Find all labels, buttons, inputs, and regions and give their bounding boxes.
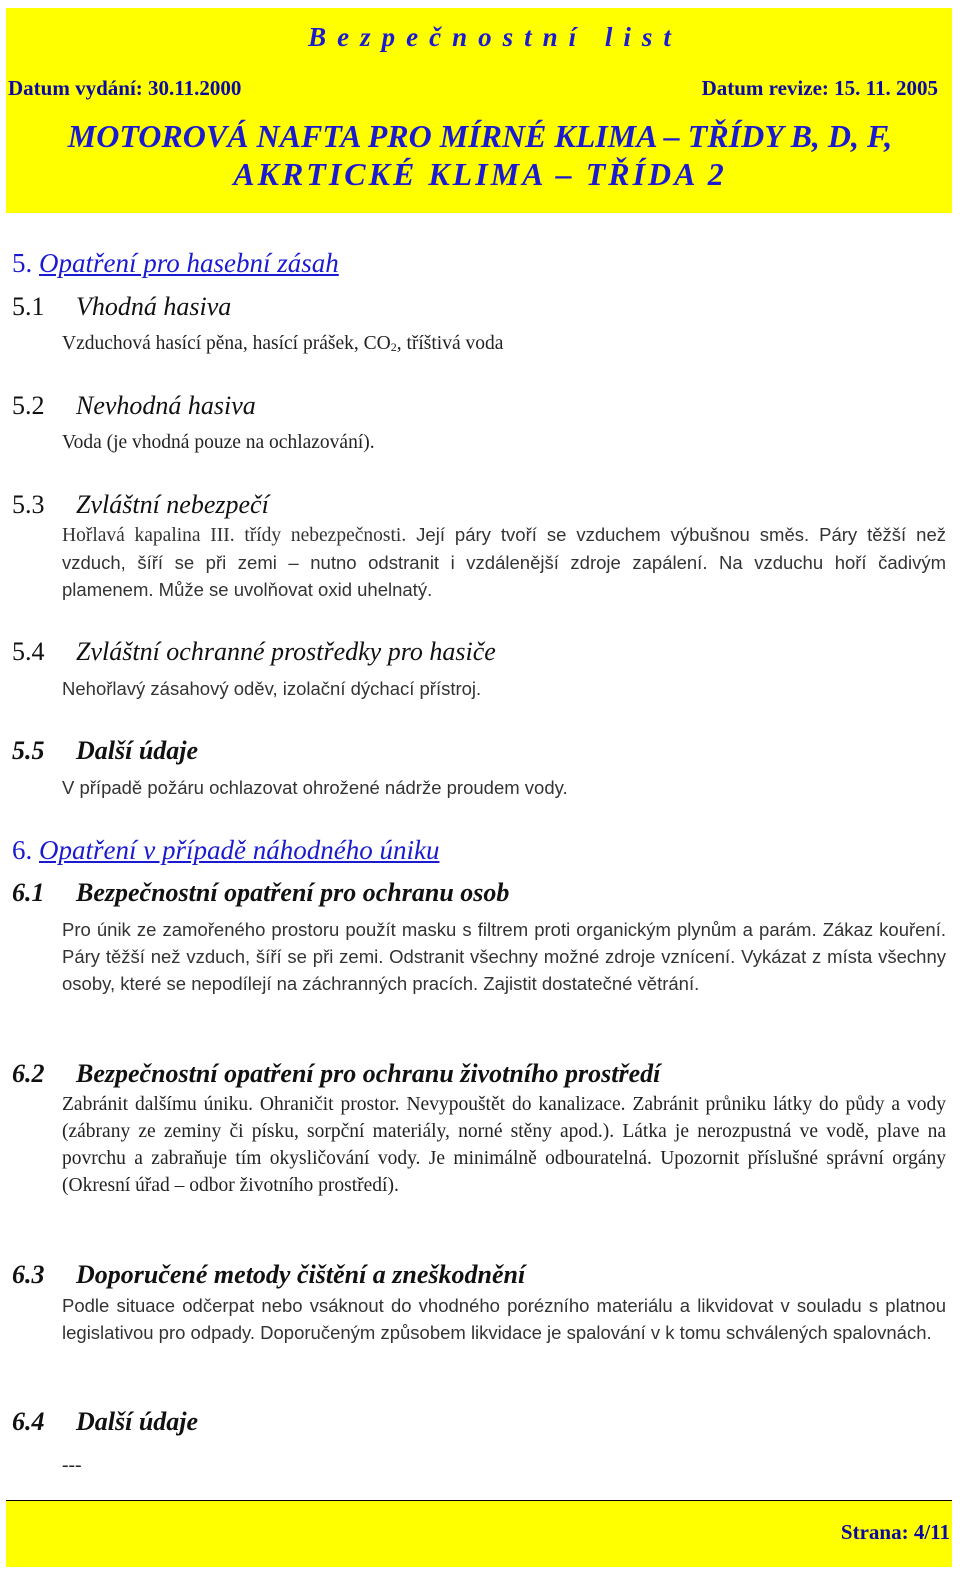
product-name-line1: MOTOROVÁ NAFTA PRO MÍRNÉ KLIMA – TŘÍDY B, D, F, — [67, 118, 893, 154]
section-6-3-heading: 6.3 Doporučené metody čištění a zneškodnění — [12, 1260, 526, 1289]
section-5-heading: 5. Opatření pro hasební zásah — [12, 248, 339, 278]
section-5-4-text: Nehořlavý zásahový oděv, izolační dýchací přístroj. — [62, 678, 482, 699]
section-5-2-heading: 5.2 Nevhodná hasiva — [12, 391, 256, 420]
section-6-2-text: Zabránit dalšímu úniku. Ohraničit prostor. Nevypouštět do kanalizace. Zabránit průniku látky do půdy a vody (zábrany ze zeminy či písku, sorpční materiály, norné stěny apod.). Látka je nerozpustná ve vodě, plave na povrchu a zabraňuje tím okysličování vody. Je minimálně odbouratelná. Upozornit příslušné správní orgány (Okresní úřad – odbor životního prostředí). — [62, 1094, 946, 1196]
section-5-5-heading: 5.5 Další údaje — [12, 736, 199, 765]
section-5-4-heading: 5.4 Zvláštní ochranné prostředky pro hasiče — [12, 637, 496, 666]
section-6-4-text: --- — [62, 1455, 82, 1476]
section-6-4-heading: 6.4 Další údaje — [12, 1407, 199, 1436]
section-5-2-text: Voda (je vhodná pouze na ochlazování). — [62, 432, 375, 453]
section-5-3-heading: 5.3 Zvláštní nebezpečí — [12, 490, 269, 519]
footer-band — [6, 1500, 952, 1567]
issue-date: Datum vydání: 30.11.2000 — [8, 76, 242, 100]
section-6-3-text: Podle situace odčerpat nebo vsáknout do vhodného porézního materiálu a likvidovat v souladu s platnou legislativou pro odpady. Doporučeným způsobem likvidace je spalování v k tomu schválených spalovnách. — [62, 1295, 946, 1343]
section-5-title: Opatření pro hasební zásah — [39, 248, 339, 278]
section-6-heading: 6. Opatření v případě náhodného úniku — [12, 835, 440, 865]
page-number: Strana: 4/11 — [840, 1520, 950, 1544]
section-6-1-heading: 6.1 Bezpečnostní opatření pro ochranu osob — [12, 878, 510, 907]
product-name-line2: AKRTICKÉ KLIMA – TŘÍDA 2 — [233, 156, 727, 192]
section-5-3-text: Hořlavá kapalina III. třídy nebezpečnosti. Její páry tvoří se vzduchem výbušnou směs. Páry těžší než vzduch, šíří se při zemi – nutno odstranit i vzdálenější zdroje zapálení. Na vzduchu hoří čadivým plamenem. Může se uvolňovat oxid uhelnatý. — [62, 524, 946, 600]
section-6-1-text: Pro únik ze zamořeného prostoru použít masku s filtrem proti organickým plynům a parám. Zákaz kouření. Páry těžší než vzduch, šíří se při zemi. Odstranit všechny možné zdroje vznícení. Vykázat z místa všechny osoby, které se nepodílejí na záchranných pracích. Zajistit dostatečné větrání. — [62, 919, 946, 994]
section-5-5-text: V případě požáru ochlazovat ohrožené nádrže proudem vody. — [62, 777, 568, 798]
section-6-2-heading: 6.2 Bezpečnostní opatření pro ochranu životního prostředí — [12, 1059, 661, 1088]
revision-date: Datum revize: 15. 11. 2005 — [701, 76, 938, 100]
document-title: Bezpečnostní list — [308, 22, 682, 52]
section-5-1-heading: 5.1 Vhodná hasiva — [12, 292, 232, 321]
section-5-1-text: Vzduchová hasící pěna, hasící prášek, $CO_2$, tříštivá voda — [62, 333, 504, 354]
section-6-title: Opatření v případě náhodného úniku — [39, 835, 440, 865]
